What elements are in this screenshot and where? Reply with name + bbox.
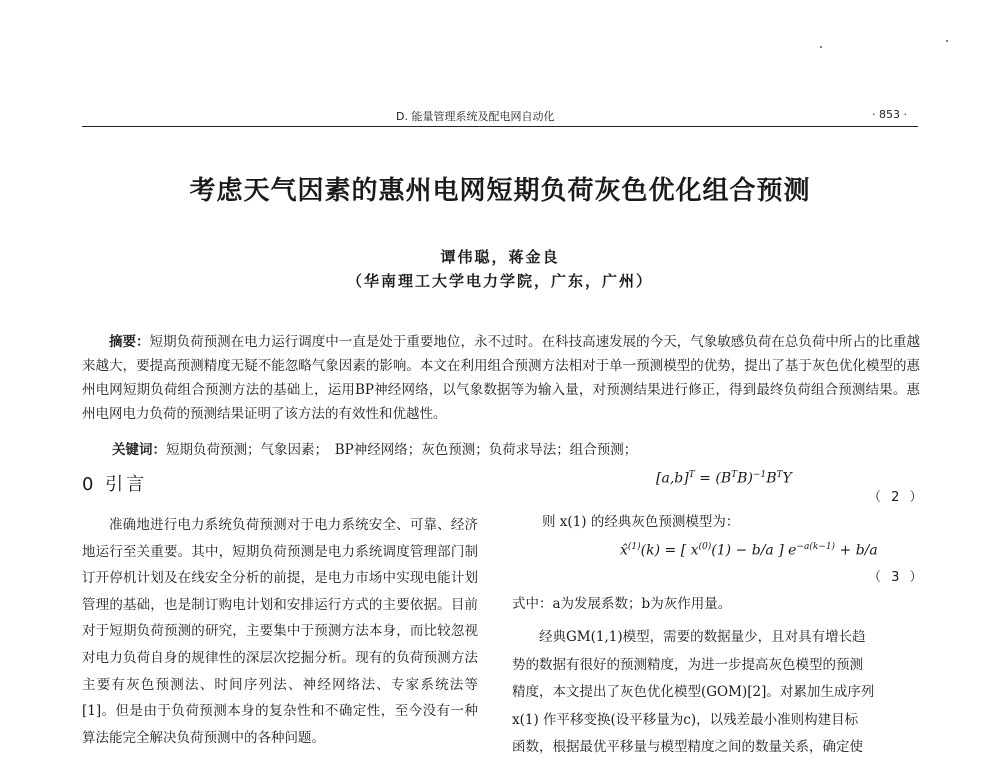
intro-column (82, 512, 478, 751)
gom-line: 势的数据有很好的预测精度，为进一步提高灰色模型的预测 (512, 656, 863, 673)
header-rule (82, 126, 918, 127)
section-heading: 0 引言 (82, 474, 148, 495)
gom-line: 精度，本文提出了灰色优化模型(GOM)[2]。对累加生成序列 (512, 684, 875, 700)
abstract (82, 330, 920, 426)
paper-affiliation: （华南理工大学电力学院，广东，广州） (346, 272, 653, 290)
abstract-label: 摘要： (109, 334, 150, 350)
paper-title: 考虑天气因素的惠州电网短期负荷灰色优化组合预测 (189, 176, 811, 206)
keywords-label: 关键词： (112, 442, 166, 458)
gom-line: 函数，根据最优平移量与模型精度之间的数量关系，确定使 (512, 739, 863, 755)
keywords (112, 438, 920, 462)
scan-speck (820, 46, 822, 48)
equation-2-number: （ 2 ） (868, 490, 926, 505)
where-text: 式中：a为发展系数；b为灰作用量。 (512, 596, 732, 612)
paper-authors: 谭伟聪，蒋金良 (440, 248, 560, 266)
scan-speck (946, 40, 948, 42)
keywords-text: 短期负荷预测；气象因素； BP神经网络；灰色预测；负荷求导法；组合预测； (166, 442, 638, 458)
equation-3-number: （ 3 ） (868, 570, 926, 585)
gom-paragraph (512, 624, 920, 762)
gom-line: 经典GM(1,1)模型，需要的数据量少，且对具有增长趋 (539, 629, 866, 645)
gom-line: x(1) 作平移变换(设平移量为c)，以残差最小准则构建目标 (512, 711, 859, 728)
eq3-intro: 则 x(1) 的经典灰色预测模型为： (542, 514, 740, 530)
abstract-text: 短期负荷预测在电力运行调度中一直是处于重要地位，永不过时。在科技高速发展的今天，气象敏感负荷在总负荷中所占的比重越来越大，要提高预测精度无疑不能忽略气象因素的影响。本文在利用组合预测方法相对于单一预测模型的优势，提出了基于灰色优化模型的惠州电网短期负荷组合预测方法的基础上，运用BP神经网络，以气象数据等为输入量，对预测结果进行修正，得到最终负荷组合预测结果。惠州电网电力负荷的预测结果证明了该方法的有效性和优越性。 (82, 334, 921, 422)
intro-paragraph: 准确地进行电力系统负荷预测对于电力系统安全、可靠、经济地运行至关重要。其中，短期负荷预测是电力系统调度管理部门制订开停机计划及在线安全分析的前提，是电力市场中实现电能计划管理的基础，也是制订购电计划和安排运行方式的主要依据。目前对于短期负荷预测的研究，主要集中于预测方法本身，而比较忽视对电力负荷自身的规律性的深层次挖掘分析。现有的负荷预测方法主要有灰色预测法、时间序列法、神经网络法、专家系统法等[1]。但是由于负荷预测本身的复杂性和不确定性，至今没有一种算法能完全解决负荷预测中的各种问题。 (82, 517, 478, 746)
running-header: D. 能量管理系统及配电网自动化 (396, 110, 555, 123)
equation-2: $[a,b]^T = (B^TB)^{-1}B^TY$ (656, 470, 792, 487)
equation-3: x̂$^{(1)}$(k) = [ $x^{(0)}(1) - b/a$ ] $e^{-a(k-1)} + b/a$ (620, 542, 878, 559)
page-number: · 853 · (872, 108, 907, 121)
